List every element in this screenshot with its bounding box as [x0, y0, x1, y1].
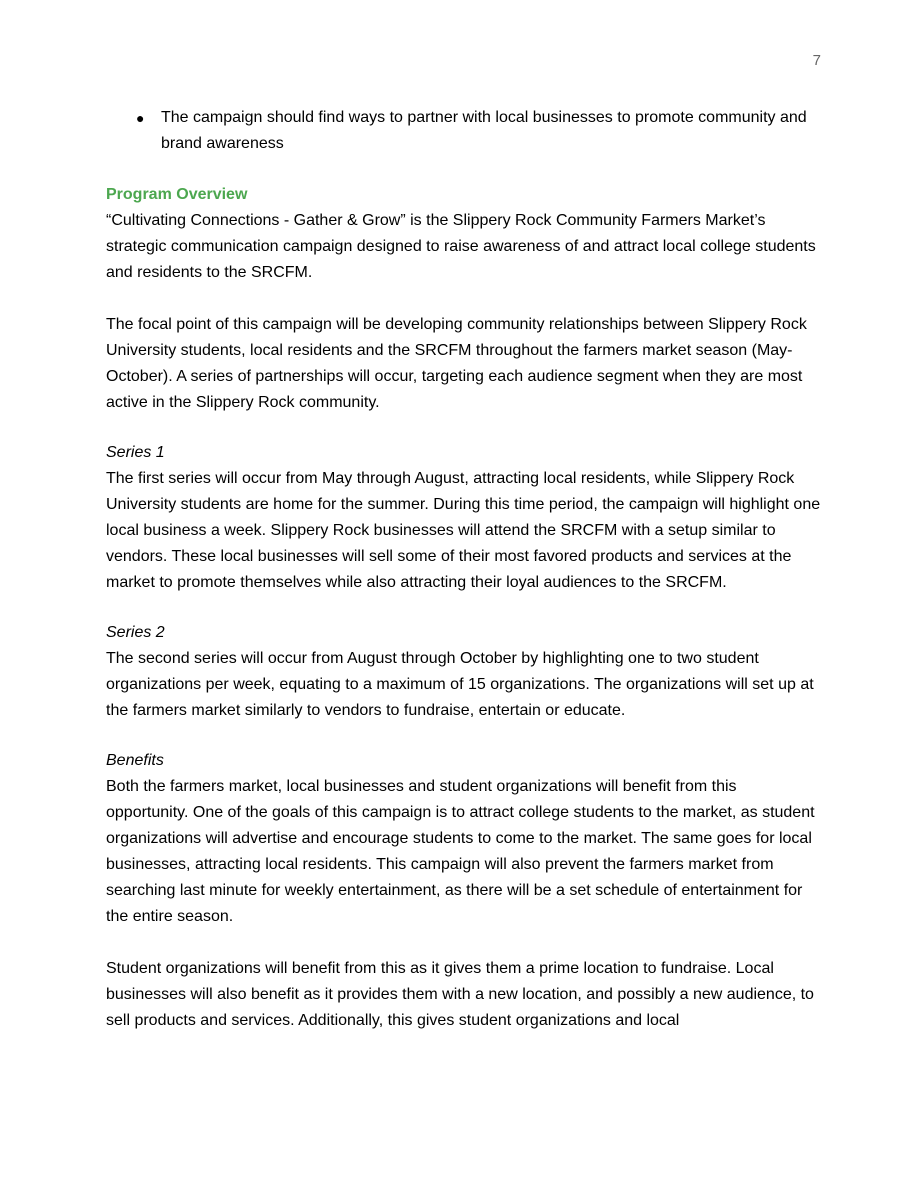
- program-overview-intro: “Cultivating Connections - Gather & Grow” is the Slippery Rock Community Farmers Market’s strategic communication campaign designed to raise awareness of and attract local college students and residents to the SRCFM.: [106, 212, 816, 281]
- bullet-dot-icon: ●: [136, 110, 145, 126]
- series-1-heading: Series 1: [106, 444, 165, 461]
- series-1-body: The first series will occur from May through August, attracting local residents, while Slippery Rock University students are home for the summer. During this time period, the campaign will highlight one local business a week. Slippery Rock businesses will attend the SRCFM with a setup similar to vendors. These local businesses will sell some of their most favored products and services at the market to promote themselves while also attracting their loyal audiences to the SRCFM.: [106, 470, 821, 591]
- focal-point-paragraph: The focal point of this campaign will be developing community relationships between Slippery Rock University students, local residents and the SRCFM throughout the farmers market season (May-October). A series of partnerships will occur, targeting each audience segment when they are most active in the Slippery Rock community.: [106, 316, 807, 411]
- bullet-item: [106, 105, 822, 157]
- page-number: 7: [812, 52, 821, 69]
- page-content: [106, 105, 822, 1034]
- bullet-list: [106, 105, 822, 157]
- series-2-body: The second series will occur from August through October by highlighting one to two student organizations per week, equating to a maximum of 15 organizations. The organizations will set up at the farmers market similarly to vendors to fundraise, entertain or educate.: [106, 650, 814, 719]
- benefits-body-1: Both the farmers market, local businesses and student organizations will benefit from this opportunity. One of the goals of this campaign is to attract college students to the market, as student organizations will advertise and encourage students to come to the market. The same goes for local businesses, attracting local residents. This campaign will also prevent the farmers market from searching last minute for weekly entertainment, as there will be a set schedule of entertainment for the entire season.: [106, 778, 815, 925]
- benefits-body-2: Student organizations will benefit from this as it gives them a prime location to fundraise. Local businesses will also benefit as it provides them with a new location, and possibly a new audience, to sell products and services. Additionally, this gives student organizations and local: [106, 960, 814, 1029]
- program-overview-heading: Program Overview: [106, 186, 248, 203]
- series-2-heading: Series 2: [106, 624, 165, 641]
- benefits-heading: Benefits: [106, 752, 164, 769]
- bullet-text: The campaign should find ways to partner with local businesses to promote community and brand awareness: [161, 109, 807, 152]
